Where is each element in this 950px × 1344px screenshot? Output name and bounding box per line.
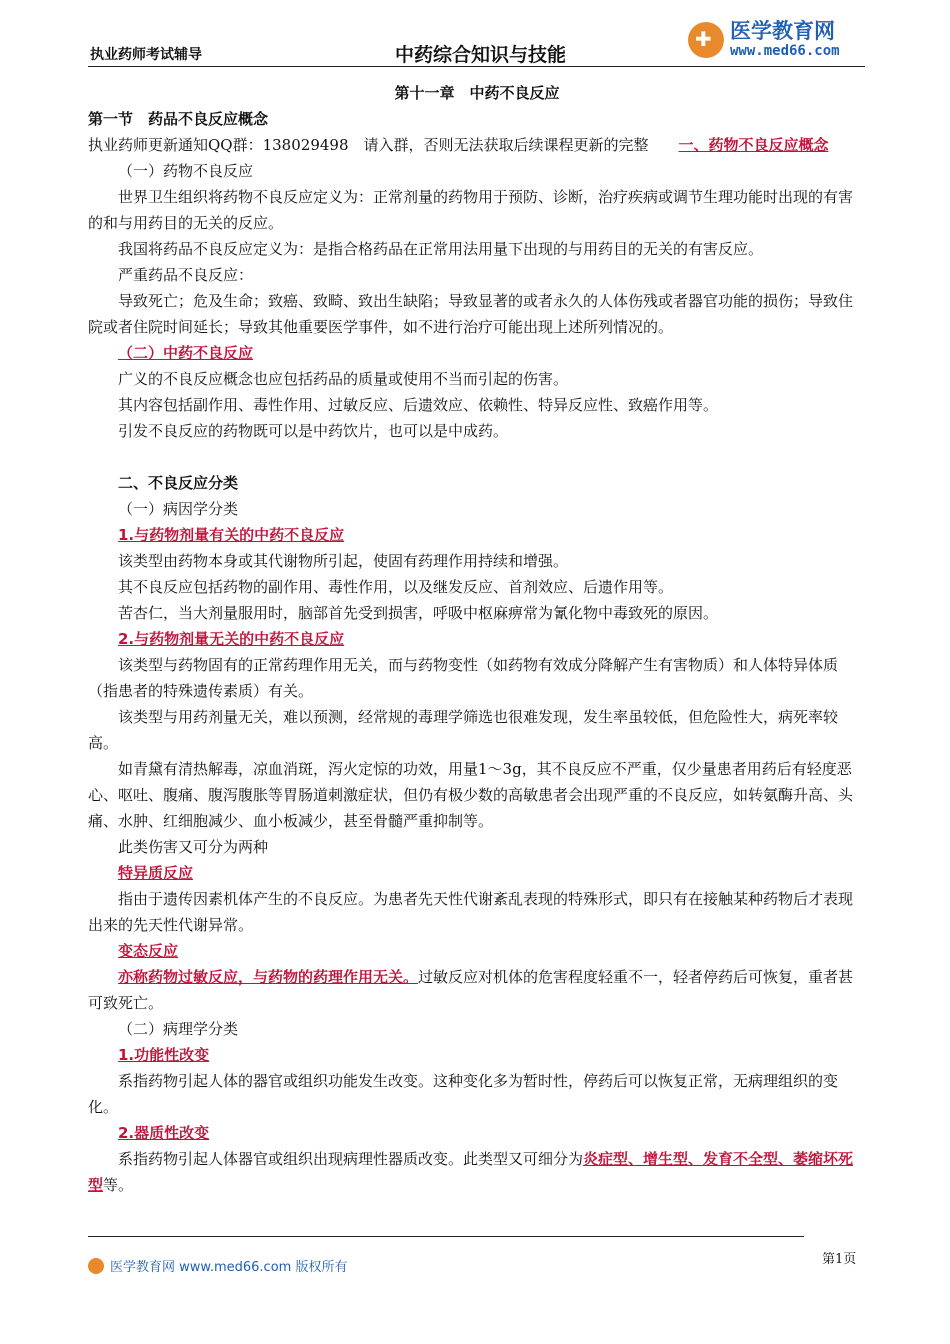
paragraph: 我国将药品不良反应定义为：是指合格药品在正常用法用量下出现的与用药目的无关的有害反应。 — [118, 240, 764, 258]
logo-plus-icon: ✚ — [688, 22, 724, 58]
red-heading: 特异质反应 — [118, 864, 194, 882]
paragraph — [88, 964, 866, 1016]
paragraph: 该类型由药物本身或其代谢物所引起，使固有药理作用持续和增强。 — [118, 552, 569, 570]
notice-line — [88, 132, 866, 158]
notice-text: 执业药师更新通知QQ群：138029498 请入群，否则无法获取后续课程更新的完整 — [88, 136, 649, 154]
paragraph: 系指药物引起人体的器官或组织功能发生改变。这种变化多为暂时性，停药后可以恢复正常，无病理组织的变化。 — [88, 1072, 839, 1116]
paragraph: 引发不良反应的药物既可以是中药饮片，也可以是中成药。 — [118, 422, 509, 440]
footer-logo-icon — [88, 1258, 104, 1274]
logo-url: www.med66.com — [730, 43, 840, 59]
paragraph: 苦杏仁，当大剂量服用时，脑部首先受到损害，呼吸中枢麻痹常为氰化物中毒致死的原因。 — [118, 604, 719, 622]
paragraph — [88, 1146, 866, 1198]
header-divider — [88, 66, 865, 67]
footer-brand[interactable] — [88, 1256, 347, 1275]
red-heading: 1.功能性改变 — [118, 1046, 210, 1064]
site-logo[interactable] — [688, 20, 840, 59]
header-center-title: 中药综合知识与技能 — [395, 44, 567, 66]
paragraph: 广义的不良反应概念也应包括药品的质量或使用不当而引起的伤害。 — [118, 370, 569, 388]
paragraph: 指由于遗传因素机体产生的不良反应。为患者先天性代谢紊乱表现的特殊形式，即只有在接触某种药物后才表现出来的先天性代谢异常。 — [88, 890, 854, 934]
page-number: 第1页 — [822, 1252, 857, 1267]
subheading: （一）药物不良反应 — [118, 162, 254, 180]
section-heading: 二、不良反应分类 — [118, 474, 239, 492]
paragraph-text: 系指药物引起人体器官或组织出现病理性器质改变。此类型又可细分为 — [118, 1150, 584, 1168]
highlight-text: 炎症型、增生型、发育不全型、萎缩坏死型 — [88, 1150, 854, 1194]
paragraph: 此类伤害又可分为两种 — [118, 838, 269, 856]
logo-name: 医学教育网 — [730, 19, 835, 43]
paragraph: 其不良反应包括药物的副作用、毒性作用，以及继发反应、首剂效应、后遗作用等。 — [118, 578, 674, 596]
paragraph: 严重药品不良反应： — [118, 266, 254, 284]
paragraph: 导致死亡；危及生命；致癌、致畸、致出生缺陷；导致显著的或者永久的人体伤残或者器官功能的损伤；导致住院或者住院时间延长；导致其他重要医学事件，如不进行治疗可能出现上述所列情况的。 — [88, 292, 854, 336]
concept-heading-link[interactable]: 一、药物不良反应概念 — [678, 136, 829, 154]
red-heading: 1.与药物剂量有关的中药不良反应 — [118, 526, 345, 544]
chapter-title: 第十一章 中药不良反应 — [394, 84, 560, 102]
red-heading: 2.器质性改变 — [118, 1124, 210, 1142]
red-heading: 2.与药物剂量无关的中药不良反应 — [118, 630, 345, 648]
paragraph: 其内容包括副作用、毒性作用、过敏反应、后遗效应、依赖性、特异反应性、致癌作用等。 — [118, 396, 719, 414]
paragraph: 如青黛有清热解毒，凉血消斑，泻火定惊的功效，用量1～3g，其不良反应不严重，仅少量患者用药后有轻度恶心、呕吐、腹痛、腹泻腹胀等胃肠道刺激症状，但仍有极少数的高敏患者会出现严重的不良反应，如转氨酶升高、头痛、水肿、红细胞减少、血小板减少，甚至骨髓严重抑制等。 — [88, 760, 854, 830]
subheading: （二）病理学分类 — [118, 1020, 239, 1038]
paragraph-text: 等。 — [103, 1176, 134, 1194]
red-heading: （二）中药不良反应 — [118, 344, 254, 362]
section-title: 第一节 药品不良反应概念 — [88, 110, 269, 128]
red-heading: 变态反应 — [118, 942, 179, 960]
footer-brand-text: 医学教育网 www.med66.com 版权所有 — [110, 1260, 348, 1275]
footer-divider — [88, 1236, 804, 1237]
paragraph-text: 过敏反应对机体的危害程度轻重不一，轻者停药后可恢复，重者甚可致死亡。 — [88, 968, 854, 1012]
subheading: （一）病因学分类 — [118, 500, 239, 518]
highlight-text: 亦称药物过敏反应，与药物的药理作用无关。 — [118, 968, 419, 986]
document-body — [88, 80, 866, 1198]
paragraph: 该类型与用药剂量无关，难以预测，经常规的毒理学筛选也很难发现，发生率虽较低，但危险性大，病死率较高。 — [88, 708, 839, 752]
header-left-title: 执业药师考试辅导 — [90, 47, 202, 63]
paragraph: 世界卫生组织将药物不良反应定义为：正常剂量的药物用于预防、诊断，治疗疾病或调节生理功能时出现的有害的和与用药目的无关的反应。 — [88, 188, 854, 232]
paragraph: 该类型与药物固有的正常药理作用无关，而与药物变性（如药物有效成分降解产生有害物质）和人体特异体质（指患者的特殊遗传素质）有关。 — [88, 656, 839, 700]
